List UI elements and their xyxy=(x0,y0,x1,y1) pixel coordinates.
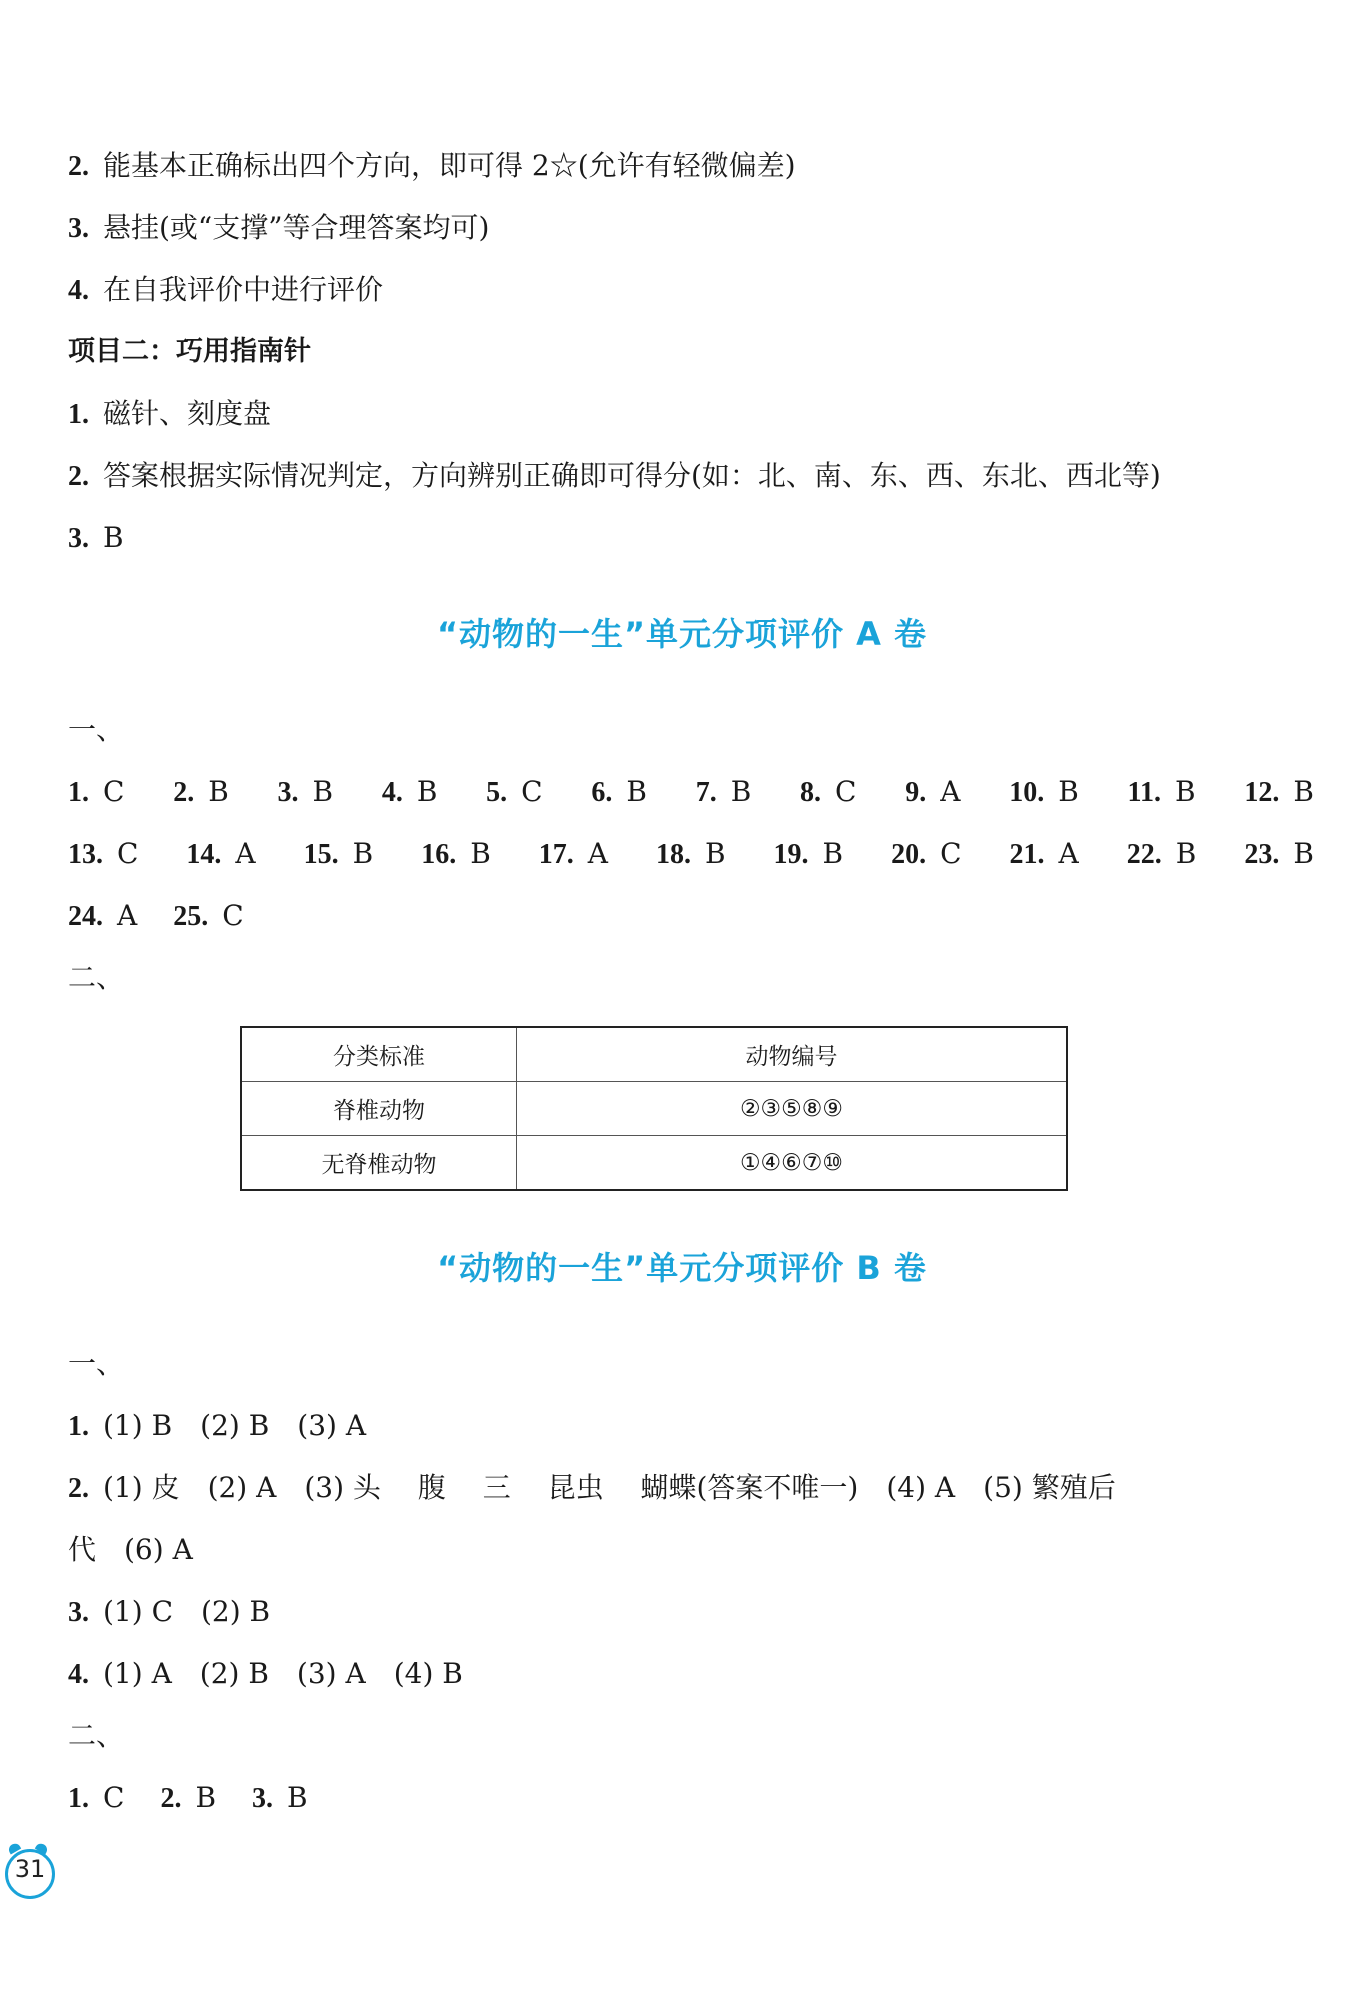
page-number: 31 xyxy=(14,1855,46,1883)
answer-item xyxy=(1128,772,1196,813)
answer-number: 2. xyxy=(173,777,195,808)
answer-choice: C xyxy=(117,837,139,870)
answer-choice: B xyxy=(1174,775,1196,808)
item-number: 2. xyxy=(68,151,89,182)
answer-item xyxy=(539,834,608,875)
answer-choice: C xyxy=(521,775,543,808)
answer-choice: B xyxy=(416,775,438,808)
answer-choice: B xyxy=(704,837,726,870)
answer-choice: A xyxy=(117,899,138,932)
answer-item xyxy=(252,1778,308,1819)
answer-choice: B xyxy=(195,1781,217,1814)
answer-choice: C xyxy=(940,837,962,870)
table-header: 分类标准 xyxy=(241,1027,517,1082)
item-number: 4. xyxy=(68,275,89,306)
answer-number: 9. xyxy=(905,777,927,808)
answer-item xyxy=(304,834,374,875)
answer-row xyxy=(68,1778,1314,1819)
answer-item xyxy=(160,1778,216,1819)
answer-choice: B xyxy=(626,775,647,808)
table-cell: ②③⑤⑧⑨ xyxy=(517,1082,1068,1136)
answer-item xyxy=(421,834,491,875)
answer-number: 18. xyxy=(655,839,691,870)
answer-choice: B xyxy=(470,837,491,870)
answer-number: 7. xyxy=(695,777,717,808)
item-number: 3. xyxy=(68,523,89,554)
answer-item xyxy=(891,834,961,875)
answer-choice: B xyxy=(352,837,374,870)
answer-choice: B xyxy=(1293,837,1314,870)
answer-item xyxy=(774,834,844,875)
page-number-badge xyxy=(2,1842,58,1898)
answer-item xyxy=(800,772,856,813)
item-text: 能基本正确标出四个方向，即可得 2☆(允许有轻微偏差) xyxy=(103,149,796,182)
answer-line xyxy=(68,146,796,187)
answer-item xyxy=(68,834,138,875)
answer-choice: B xyxy=(312,775,334,808)
answer-choice: B xyxy=(287,1781,308,1814)
answer-item xyxy=(68,772,124,813)
classification-table xyxy=(240,1026,1068,1191)
answer-choice: B xyxy=(208,775,229,808)
answer-item xyxy=(486,772,542,813)
answer-item xyxy=(1244,834,1314,875)
table-header-row xyxy=(241,1027,1067,1082)
item-text: B xyxy=(103,521,124,554)
answer-choice: C xyxy=(103,1781,125,1814)
answer-number: 24. xyxy=(68,901,103,932)
answer-item xyxy=(905,772,960,813)
answer-line xyxy=(68,208,489,249)
item-text: 在自我评价中进行评价 xyxy=(103,273,384,306)
answer-item xyxy=(68,1778,124,1819)
answer-row xyxy=(68,772,1314,813)
item-text: 代 (6) A xyxy=(68,1533,193,1566)
answer-line xyxy=(68,1592,270,1633)
answer-number: 11. xyxy=(1127,777,1161,808)
section-b-title: “动物的一生”单元分项评价 B 卷 xyxy=(437,1249,927,1287)
answer-item xyxy=(186,834,255,875)
answer-choice: C xyxy=(222,899,244,932)
item-number: 2. xyxy=(68,1473,89,1504)
answer-choice: A xyxy=(1058,837,1079,870)
item-number: 2. xyxy=(68,461,89,492)
answer-line xyxy=(68,394,271,435)
answer-choice: B xyxy=(1175,837,1197,870)
answer-number: 17. xyxy=(538,839,574,870)
answer-number: 23. xyxy=(1244,839,1280,870)
answer-line xyxy=(68,1406,366,1447)
item-text: 答案根据实际情况判定，方向辨别正确即可得分(如：北、南、东、西、东北、西北等) xyxy=(103,459,1161,492)
answer-number: 21. xyxy=(1009,839,1045,870)
answer-number: 25. xyxy=(173,901,209,932)
part-label: 二、 xyxy=(68,1719,125,1752)
answer-item xyxy=(173,896,243,937)
answer-number: 15. xyxy=(303,839,339,870)
item-number: 1. xyxy=(68,399,89,430)
table-row xyxy=(241,1136,1067,1191)
part-label: 一、 xyxy=(68,1347,125,1380)
answer-number: 1. xyxy=(68,1783,89,1814)
answer-line xyxy=(68,1654,463,1695)
table-cell: 脊椎动物 xyxy=(241,1082,517,1136)
table-cell: ①④⑥⑦⑩ xyxy=(517,1136,1068,1191)
answer-row xyxy=(68,896,1314,937)
answer-number: 12. xyxy=(1244,777,1280,808)
item-text: 悬挂(或“支撑”等合理答案均可) xyxy=(103,211,490,244)
answer-number: 22. xyxy=(1126,839,1162,870)
section-a-title: “动物的一生”单元分项评价 A 卷 xyxy=(436,615,928,653)
answer-choice: C xyxy=(103,775,125,808)
table-header: 动物编号 xyxy=(517,1027,1068,1082)
answer-number: 2. xyxy=(160,1783,182,1814)
item-number: 3. xyxy=(68,1597,89,1628)
item-text: (1) B (2) B (3) A xyxy=(103,1409,367,1442)
answer-number: 13. xyxy=(68,839,103,870)
answer-number: 20. xyxy=(891,839,927,870)
answer-number: 1. xyxy=(68,777,89,808)
answer-number: 6. xyxy=(591,777,613,808)
answer-number: 10. xyxy=(1009,777,1045,808)
answer-number: 16. xyxy=(421,839,457,870)
answer-item xyxy=(68,896,137,937)
answer-choice: B xyxy=(730,775,752,808)
item-text: (1) 皮 (2) A (3) 头 腹 三 昆虫 蝴蝶(答案不唯一) (4) A (5) 繁殖后 xyxy=(103,1471,1116,1504)
item-number: 4. xyxy=(68,1659,89,1690)
answer-item xyxy=(591,772,647,813)
answer-choice: B xyxy=(1293,775,1314,808)
answer-number: 5. xyxy=(486,777,508,808)
answer-choice: A xyxy=(235,837,256,870)
item-text: (1) C (2) B xyxy=(103,1595,271,1628)
item-number: 1. xyxy=(68,1411,89,1442)
answer-number: 14. xyxy=(186,839,222,870)
answer-item xyxy=(696,772,752,813)
answer-line xyxy=(68,1530,193,1570)
answer-choice: C xyxy=(835,775,857,808)
item-text: 磁针、刻度盘 xyxy=(103,397,272,430)
answer-item xyxy=(382,772,438,813)
answer-row xyxy=(68,834,1314,875)
answer-number: 4. xyxy=(381,777,403,808)
answer-line xyxy=(68,456,1161,497)
part-label: 二、 xyxy=(68,961,125,994)
table-row xyxy=(241,1082,1067,1136)
answer-line xyxy=(68,270,383,311)
item-number: 3. xyxy=(68,213,89,244)
answer-item xyxy=(1244,772,1314,813)
answer-item xyxy=(1010,834,1079,875)
answer-choice: A xyxy=(940,775,961,808)
part-label: 一、 xyxy=(68,713,125,746)
answer-number: 8. xyxy=(800,777,822,808)
answer-item xyxy=(278,772,334,813)
table-cell: 无脊椎动物 xyxy=(241,1136,517,1191)
answer-item xyxy=(173,772,229,813)
answer-line xyxy=(68,518,124,559)
answer-number: 3. xyxy=(277,777,299,808)
answer-choice: B xyxy=(822,837,844,870)
answer-choice: B xyxy=(1058,775,1079,808)
answer-number: 19. xyxy=(773,839,809,870)
answer-line xyxy=(68,1468,1116,1509)
answer-choice: A xyxy=(587,837,608,870)
answer-item xyxy=(1127,834,1197,875)
answer-number: 3. xyxy=(252,1783,274,1814)
answer-item xyxy=(656,834,726,875)
item-text: (1) A (2) B (3) A (4) B xyxy=(103,1657,463,1690)
project-heading: 项目二：巧用指南针 xyxy=(68,336,311,367)
answer-item xyxy=(1009,772,1079,813)
